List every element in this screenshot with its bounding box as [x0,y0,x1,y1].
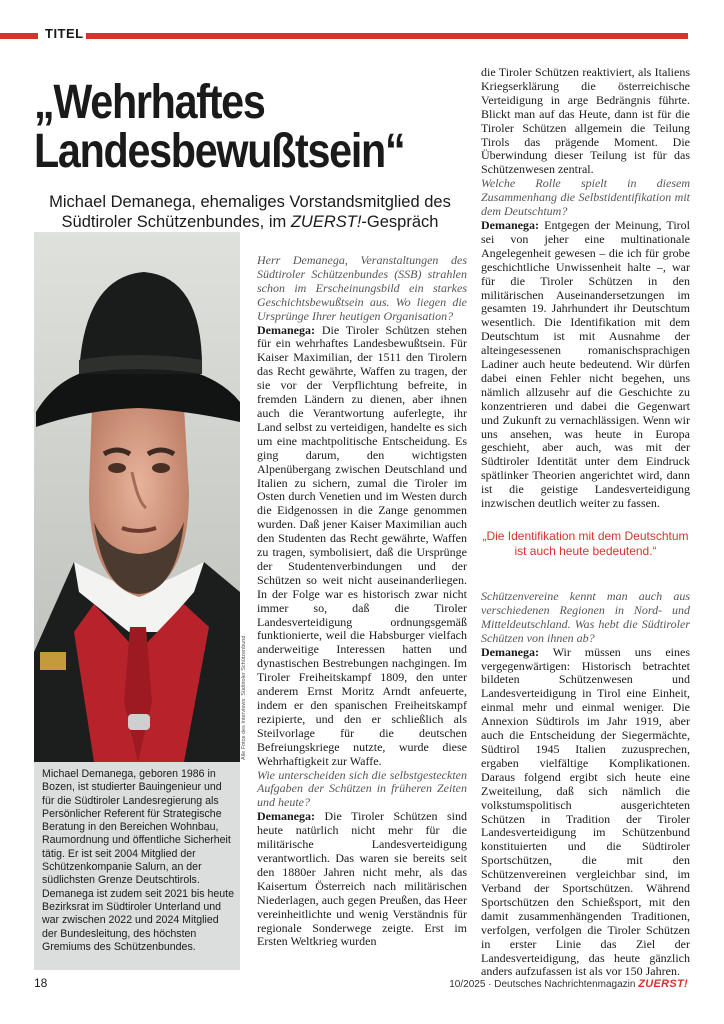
speaker-label: Demanega: [481,217,539,232]
subheadline-text: Michael Demanega, ehemaliges Vorstandsmitglied des Südtiroler Schützenbundes, im [49,193,451,231]
magazine-logo: ZUERST! [638,978,688,990]
question-2: Wie unterscheiden sich die selbstgesteckten Aufgaben der Schützen in früheren Zeiten und heute? [257,767,467,810]
headline [34,78,412,176]
article-column-right [481,66,690,511]
answer-3 [481,219,690,511]
photo-caption: Michael Demanega, geboren 1986 in Bozen, ist studierter Bauingenieur und für die Südtiroler Landesregierung als Persönlicher Referent für Strategische Beratung in den Bereichen Wohnbau, Raumordnung und öffentliche Sicherheit tätig. Er ist seit 2004 Mitglied der Schützenkompanie Salurn, an der südlichsten Grenze Deutschtirols. Demanega ist zudem seit 2021 bis heute Bezirksrat im Südtiroler Unterland und war zwischen 2022 und 2024 Mitglied der Bundesleitung, des höchsten Gremiums des Schützenbundes. [34,762,240,970]
subheadline [34,192,466,232]
footer-issue [449,978,688,990]
article-column-middle [257,254,467,949]
answer-1 [257,324,467,769]
answer-4 [481,646,690,980]
speaker-label: Demanega: [257,322,315,337]
footer-issue-text: 10/2025 · Deutsches Nachrichtenmagazin [449,979,636,990]
section-label: TITEL [45,26,84,41]
answer-2-continued: die Tiroler Schützen reaktiviert, als Italiens Kriegserklärung die österreichische Verteidigung in arge Bedrängnis führte. Blickt man auf das Heute, dann ist für die Tiroler Schützen allgemein die Teilung Tirols das prägende Moment. Die Überwindung dieser Teilung ist für das Schützenwesen zentral. [481,65,690,177]
section-rule-left [0,33,38,39]
answer-2-text: Die Tiroler Schützen sind heute natürlich nicht mehr für die militärische Landesverteidigung verantwortlich. Das waren sie bereits seit den 1880er Jahren nicht mehr, als das Kaisertum Österreich nach militärischen Niederlagen, auch gegen Preußen, das Heer vereinheitlichte und wenig Verständnis für regionale Sonderwege zeigte. Erst im Ersten Weltkrieg wurden [257,809,467,949]
headline-line1: „Wehrhaftes [34,76,265,129]
section-rule-right [86,33,688,39]
answer-3-text: Entgegen der Meinung, Tirol sei von jeher eine multinationale Angelegenheit gewesen – die ich für grobe geschichtliche Unwissenheit halte –, war für die Tiroler Schützen in den militärischen Auseinandersetzungen im gesamten 19. Jahrhundert ihr Deutschtum wesentlich. Die Identifikation mit dem Deutschtum ist mit Ausnahme der alteingesessenen romanischsprachigen Ladiner auch heute bedeutend. Wir dürfen dabei einen Fehler nicht begehen, uns nämlich allzusehr auf die Geschichte zu konzentrieren und dabei die Gegenwart und Zukunft zu vernachlässigen. Wenn wir uns ansehen, was heute in Europa geschieht, aber auch, was mit der Südtiroler Identität unter dem Eindruck spätlinker Theorien angerichtet wird, dann ist die geistige Landesverteidigung inzwischen deutlich weiter zu fassen. [481,217,690,511]
question-3: Welche Rolle spielt in diesem Zusammenhang die Selbstidentifikation mit dem Deutschtum? [481,176,690,219]
answer-1-text: Die Tiroler Schützen stehen für ein wehrhaftes Landesbewußtsein. Für Kaiser Maximilian, der 1511 den Tirolern das Recht gewährte, Waffen zu tragen, der sie vor der Verpflichtung befreite, in fremden Ländern zu dienen, aber ihnen auch die Verantwortung auferlegte, ihr Land selbst zu verteidigen, handelte es sich um eine machtpolitische Entscheidung. Es ging darum, den wichtigsten Alpenübergang zwischen Deutschland und Italien zu sichern, zumal die Tiroler im Osten durch Venetien und im Westen durch die Eidgenossen in die Zange genommen wurden. Daß jener Kaiser Maximilian auch den Studenten das Recht gewährte, Waffen zu tragen, symbolisiert, daß die Ursprünge der Studentenverbindungen und der Schützen so weit nicht auseinanderliegen. In der Folge war es historisch zwar nicht immer so, daß die Tiroler Landesverteidigung ordnungsgemäß funktionierte, weil die Habsburger vielfach anderweitige Interessen hatten und dynastischen Bestrebungen nachgingen. Im Tiroler Freiheitskampf 1809, den unter anderem Ernst Moritz Arndt anfeuerte, indem er den spanischen Freiheitskampf rezipierte, und den er schließlich als Steilvorlage für die deutschen Befreiungskriege nutzte, wurde diese Wehrhaftigkeit zur Waffe. [257,322,467,768]
answer-4-text: Wir müssen uns eines vergegenwärtigen: Historisch betrachtet bildeten Schützenwesen und Landesverteidigung in Tirol eine Einheit, einmal mehr und einmal weniger. Die Annexion Südtirols im Jahr 1919, aber auch die Entscheidung der Siegermächte, Südtirol 1945 Italien zuzusprechen, ergaben vielfältige Komplikationen. Daraus folgend ergibt sich heute eine Zweiteilung, daß sich nämlich die volkstumspolitisch ausgerichteten Schützen in Tradition der Tiroler Landesverteidigung im Schützenbund konstituierten und die Südtiroler Sportschützen, die mit den Schützenvereinen vergleichbar sind, im Verband der Sportschützen. Während Sportschützen den Schießsport, mit den damit zusammenhängenden Traditionen, verfolgen, verfolgen die Tiroler Schützen in erster Linie das Ziel der Landesverteidigung, das heute gänzlich anders aufzufassen ist als vor 150 Jahren. [481,644,690,979]
subheadline-suffix: -Gespräch [361,213,439,231]
question-1: Herr Demanega, Veranstaltungen des Südtiroler Schützenbundes (SSB) strahlen schon im Erscheinungsbild ein starkes Geschichtsbewußtsein aus. Wo liegen die Ursprünge Ihrer heutigen Organisation? [257,253,467,323]
answer-2 [257,810,467,949]
question-4: Schützenvereine kennt man auch aus verschiedenen Regionen in Nord- und Mitteldeutschland. Was hebt die Südtiroler Schützen von ihnen ab? [481,589,690,645]
portrait-illustration [34,232,240,762]
headline-line2: Landesbewußtsein“ [34,125,405,178]
pull-quote: „Die Identifikation mit dem Deutschtum ist auch heute bedeutend.“ [482,529,689,558]
subheadline-magazine: ZUERST! [290,213,362,231]
page-number: 18 [34,976,48,990]
speaker-label: Demanega: [257,809,315,824]
speaker-label: Demanega: [481,644,539,659]
portrait-photo [34,232,240,762]
photo-credit [240,620,254,760]
article-column-right-lower [481,590,690,979]
photo-credit-text: Alle Fotos des Interviews: Südtiroler Schützenbund [241,635,247,760]
